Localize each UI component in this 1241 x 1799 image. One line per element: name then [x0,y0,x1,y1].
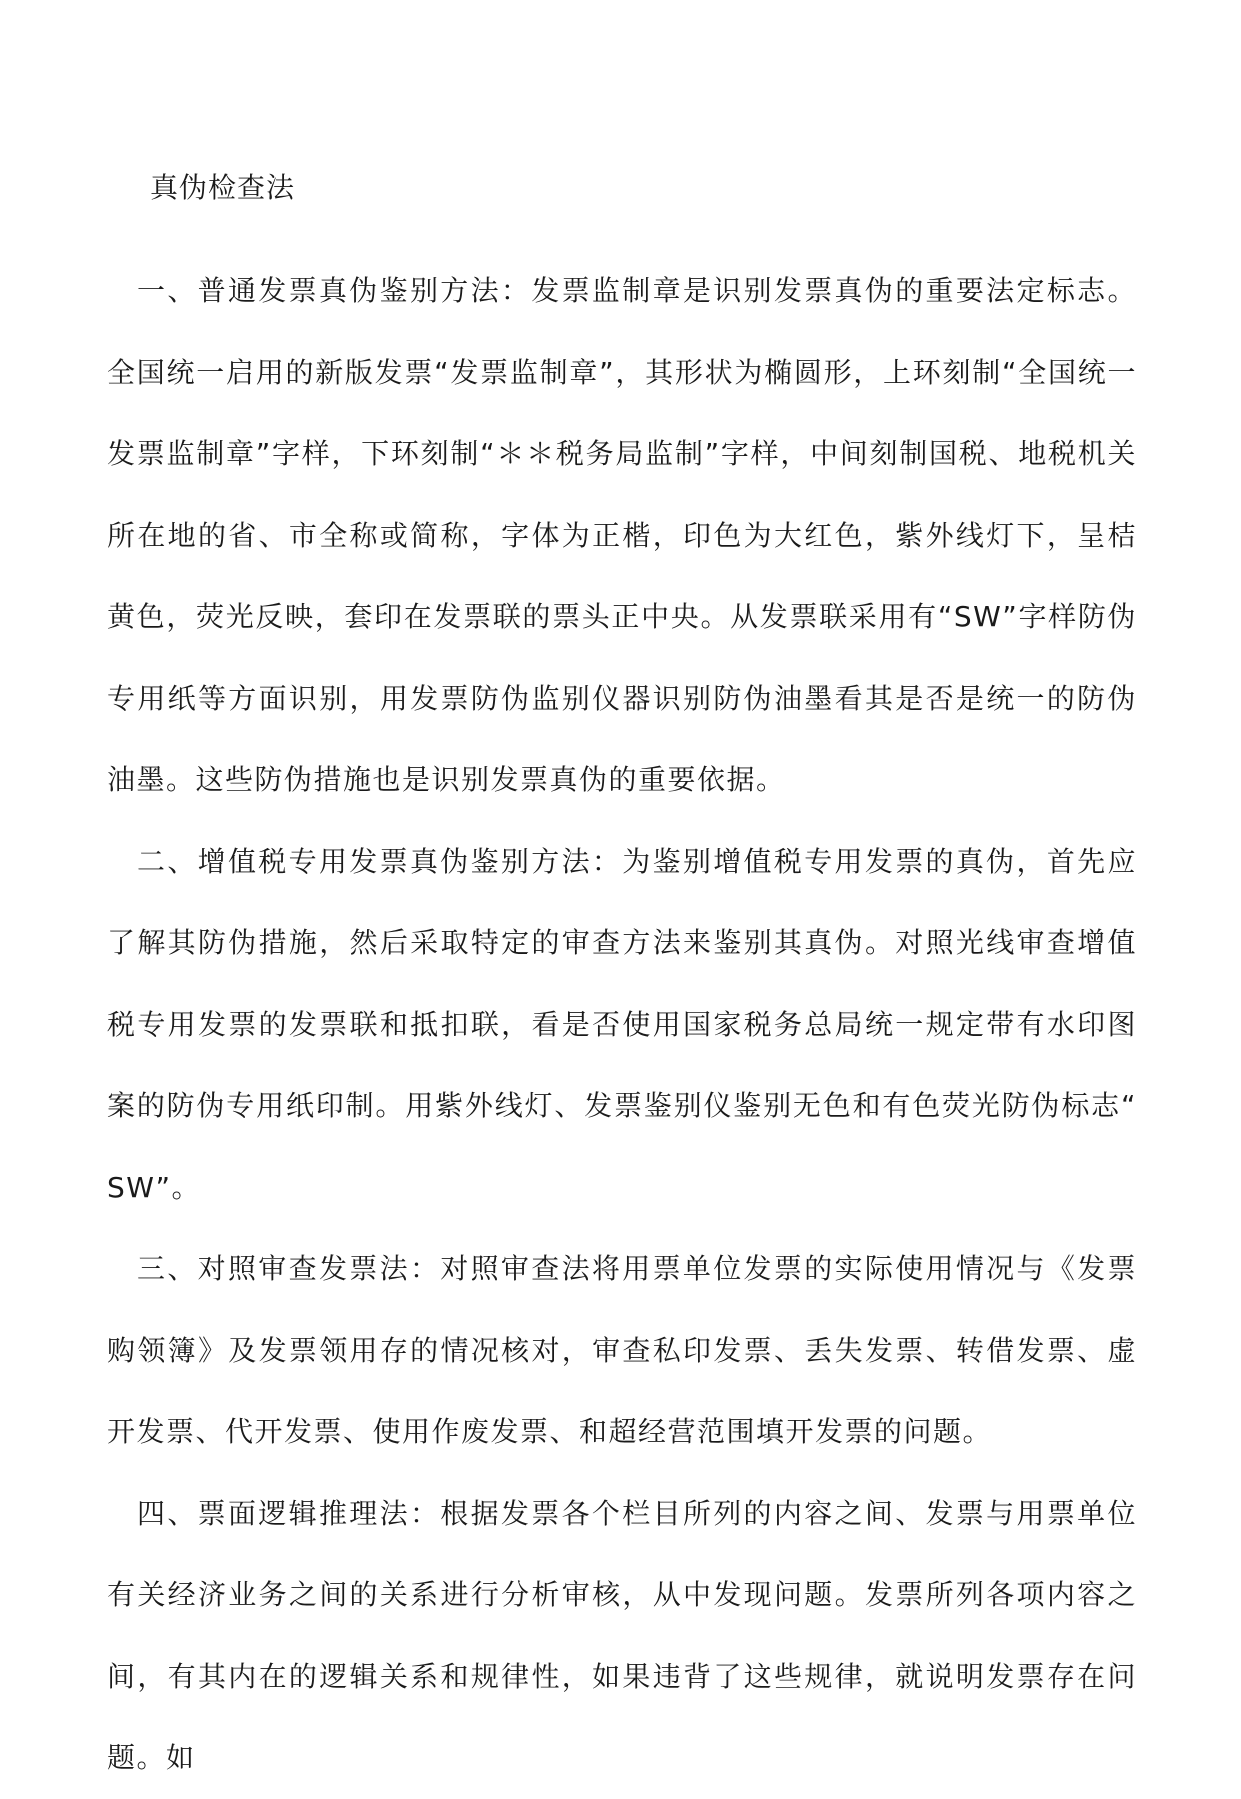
paragraph-vat-invoice: 二、增值税专用发票真伪鉴别方法：为鉴别增值税专用发票的真伪，首先应了解其防伪措施，然后采取特定的审查方法来鉴别其真伪。对照光线审查增值税专用发票的发票联和抵扣联，看是否使用国家税务总局统一规定带有水印图案的防伪专用纸印制。用紫外线灯、发票鉴别仪鉴别无色和有色荧光防伪标志“SW”。 [107,844,1137,1204]
document-title: 真伪检查法 [150,171,296,204]
paragraph-comparison-check: 三、对照审查发票法：对照审查法将用票单位发票的实际使用情况与《发票购领簿》及发票领用存的情况核对，审查私印发票、丢失发票、转借发票、虚开发票、代开发票、使用作废发票、和超经营范围填开发票的问题。 [107,1252,1137,1448]
paragraph-invoice-general: 一、普通发票真伪鉴别方法：发票监制章是识别发票真伪的重要法定标志。全国统一启用的新版发票“发票监制章”，其形状为椭圆形，上环刻制“全国统一发票监制章”字样，下环刻制“＊＊税务局监制”字样，中间刻制国税、地税机关所在地的省、市全称或简称，字体为正楷，印色为大红色，紫外线灯下，呈桔黄色，荧光反映，套印在发票联的票头正中央。从发票联采用有“SW”字样防伪专用纸等方面识别，用发票防伪监别仪器识别防伪油墨看其是否是统一的防伪油墨。这些防伪措施也是识别发票真伪的重要依据。 [107,274,1137,796]
paragraph-logic-reasoning: 四、票面逻辑推理法：根据发票各个栏目所列的内容之间、发票与用票单位有关经济业务之间的关系进行分析审核，从中发现问题。发票所列各项内容之间，有其内在的逻辑关系和规律性，如果违背了这些规律，就说明发票存在问题。如 [107,1496,1137,1774]
document-body [107,250,1137,1799]
